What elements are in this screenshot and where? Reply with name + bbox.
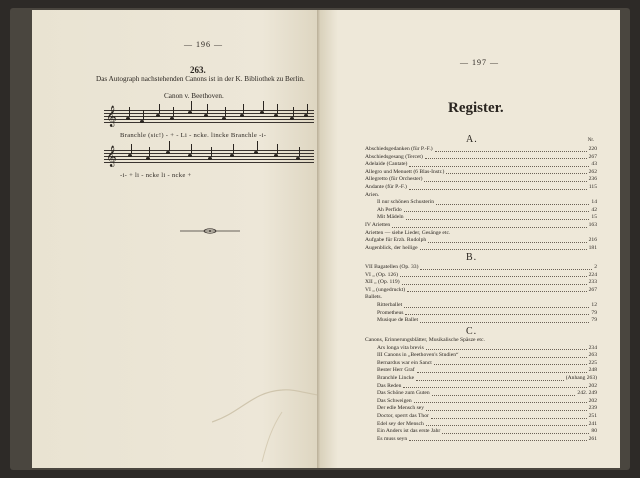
entry-number: 216 [588, 237, 597, 244]
entry-number: 234 [588, 344, 597, 351]
leader-dots [420, 264, 592, 270]
entry-number: 236 [588, 176, 597, 183]
register-entry [365, 214, 597, 222]
entry-title: Andante (für P.-F.) [365, 183, 407, 190]
register-entry [365, 294, 597, 302]
entry-number: 251 [588, 412, 597, 419]
register-entry [365, 245, 597, 253]
leader-dots [431, 413, 587, 419]
entry-title: Edel sey der Mensch [377, 420, 424, 427]
entry-title: Doctor, sperrt das Thor [377, 412, 429, 419]
leader-dots [426, 345, 587, 351]
register-entry [365, 345, 597, 353]
leader-dots [425, 154, 587, 160]
entry-title: Arien. [365, 191, 380, 198]
music-staff-1 [104, 106, 314, 130]
entry-title: Das Reden [377, 382, 402, 389]
entry-number: 263. [190, 65, 206, 75]
register-entry [365, 413, 597, 421]
entry-number: 225 [588, 359, 597, 366]
entry-title: Bernardus war ein Sanct [377, 359, 432, 366]
entry-number: 79 [591, 309, 597, 316]
section-letter-b: B. [466, 252, 478, 263]
leader-dots [432, 390, 576, 396]
left-page [32, 10, 320, 468]
nr-label: Nr. [587, 138, 594, 143]
entry-number: 239 [588, 405, 597, 412]
register-entry [365, 237, 597, 245]
leader-dots [404, 207, 590, 213]
entry-number: 43 [591, 161, 597, 168]
entry-title: XII „ (Op. 119) [365, 279, 400, 286]
entry-title: Allegretto (für Orchester) [365, 176, 423, 183]
entry-title: VII Bagatellen (Op. 33) [365, 264, 419, 270]
register-entry [365, 222, 597, 230]
register-list-c [365, 337, 597, 443]
register-entry [365, 207, 597, 215]
leader-dots [402, 279, 587, 285]
entry-number: 80 [591, 428, 597, 435]
leader-dots [452, 230, 595, 236]
register-entry [365, 169, 597, 177]
entry-number: 267 [588, 153, 597, 160]
entry-title: Augenblick, der heilige [365, 244, 418, 251]
entry-number: 261 [588, 435, 597, 442]
entry-title: VI „ (Op. 126) [365, 271, 398, 278]
register-entry [365, 405, 597, 413]
leader-dots [416, 375, 564, 381]
canon-title: Canon v. Beethoven. [164, 92, 224, 100]
page-number: — 197 — [460, 58, 499, 67]
entry-number: 242. 249 [577, 390, 597, 397]
register-entry [365, 428, 597, 436]
divider-ornament [180, 228, 240, 234]
right-page [320, 10, 620, 468]
entry-number: 202 [588, 382, 597, 389]
entry-title: Der edle Mensch sey [377, 405, 425, 412]
entry-number: 220 [588, 146, 597, 152]
leader-dots [487, 337, 595, 343]
leader-dots [414, 398, 587, 404]
entry-number: 241 [588, 420, 597, 427]
entry-number: 15 [591, 214, 597, 221]
section-letter-a: A. [466, 134, 478, 145]
leader-dots [403, 383, 586, 389]
entry-title: Abschiedsgesang (Tercet) [365, 153, 423, 160]
leader-dots [420, 245, 587, 251]
entry-title: Ballets. [365, 294, 382, 301]
treble-clef-icon: 𝄞 [106, 106, 117, 127]
leader-dots [407, 287, 587, 293]
leader-dots [404, 302, 589, 308]
entry-number: 233 [588, 279, 597, 286]
register-title: Register. [448, 100, 504, 116]
register-entry [365, 436, 597, 444]
leader-dots [409, 184, 587, 190]
leader-dots [384, 294, 595, 300]
leader-dots [409, 161, 589, 167]
leader-dots [446, 169, 586, 175]
entry-number: 2 [594, 264, 597, 270]
entry-title: Ein Anders ist das erste Jahr [377, 428, 441, 435]
lyrics-line-2: -i- + li - ncke li - ncke + [120, 172, 192, 179]
leader-dots [400, 272, 587, 278]
leader-dots [460, 352, 586, 358]
entry-number: 202 [588, 397, 597, 404]
register-entry [365, 184, 597, 192]
entry-title: Arietten — siehe Lieder, Gesänge etc. [365, 229, 451, 236]
register-entry [365, 383, 597, 391]
entry-number: 181 [588, 244, 597, 251]
leader-dots [424, 176, 586, 182]
entry-number: 248 [588, 367, 597, 374]
leader-dots [420, 317, 589, 323]
entry-title: IV Arietten [365, 221, 391, 228]
leader-dots [409, 436, 586, 442]
register-entry [365, 352, 597, 360]
register-entry [365, 287, 597, 295]
leader-dots [417, 367, 587, 373]
register-entry [365, 176, 597, 184]
register-entry [365, 337, 597, 345]
leader-dots [436, 199, 589, 205]
leader-dots [428, 237, 586, 243]
entry-title: Das Schweigen [377, 397, 412, 404]
register-list-b [365, 264, 597, 325]
entry-title: Canons, Erinnerungsblätter, Musikalische Späsze etc. [365, 337, 485, 343]
leader-dots [405, 310, 589, 316]
entry-title: Branchle Lincke [377, 374, 415, 381]
entry-number: 14 [591, 199, 597, 206]
register-entry [365, 146, 597, 154]
leader-dots [381, 192, 595, 198]
register-entry [365, 161, 597, 169]
register-entry [365, 264, 597, 272]
section-letter-c: C. [466, 326, 478, 337]
entry-title: Musique de Ballet [377, 317, 419, 324]
leader-dots [434, 360, 587, 366]
leader-dots [426, 421, 587, 427]
register-entry [365, 317, 597, 325]
register-entry [365, 375, 597, 383]
entry-title: Aufgabe für Erzh. Rudolph [365, 237, 427, 244]
register-entry [365, 421, 597, 429]
page-number: — 196 — [184, 40, 223, 49]
register-list-a [365, 146, 597, 252]
entry-title: Ah Perfido [377, 206, 402, 213]
entry-number: 263 [588, 352, 597, 359]
entry-title: Das Schöne zum Guten [377, 390, 430, 397]
entry-number: 163 [588, 221, 597, 228]
leader-dots [442, 428, 589, 434]
entry-title: Ritterballet [377, 301, 403, 308]
entry-number: 262 [588, 168, 597, 175]
entry-title: Ars longa vita brevis [377, 344, 424, 351]
entry-title: Adelaide (Cantate) [365, 161, 408, 168]
register-entry [365, 199, 597, 207]
entry-number: 42 [591, 206, 597, 213]
entry-number: (Anhang 263) [565, 374, 597, 381]
entry-title: Il nur schönen Schusterin [377, 199, 435, 206]
treble-clef-icon: 𝄞 [106, 146, 117, 167]
entry-title: III Canons in „Beethoven's Studien“ [377, 352, 459, 359]
register-entry [365, 390, 597, 398]
register-entry [365, 192, 597, 200]
entry-number: 267 [588, 286, 597, 293]
leader-dots [392, 222, 586, 228]
open-book [10, 8, 630, 470]
music-staff-2 [104, 146, 314, 170]
register-entry [365, 302, 597, 310]
leader-dots [426, 405, 587, 411]
entry-title: Mit Mädeln [377, 214, 404, 221]
leader-dots [435, 146, 587, 152]
entry-number: 79 [591, 317, 597, 324]
entry-number: 224 [588, 271, 597, 278]
intro-text: Das Autograph nachstehenden Canons ist in der K. Bibliothek zu Berlin. [96, 75, 305, 83]
register-entry [365, 272, 597, 280]
entry-title: Allegro und Menuett (6 Blas-Instr.) [365, 168, 445, 175]
entry-title: VI „ (ungedruckt) [365, 286, 406, 293]
register-entry [365, 310, 597, 318]
entry-number: 12 [591, 301, 597, 308]
register-entry [365, 367, 597, 375]
entry-title: Bester Herr Graf [377, 367, 415, 374]
register-entry [365, 230, 597, 238]
register-entry [365, 360, 597, 368]
register-entry [365, 398, 597, 406]
register-entry [365, 279, 597, 287]
entry-number: 115 [588, 183, 597, 190]
entry-title: Abschiedsgedanken (für P.-F.) [365, 146, 433, 152]
entry-title: Prometheus [377, 309, 404, 316]
lyrics-line-1: Branchle (sic!) - + - Li - ncke. lincke Branchle -i- [120, 132, 267, 139]
register-entry [365, 154, 597, 162]
entry-title: Es muss seyn [377, 435, 408, 442]
leader-dots [406, 214, 590, 220]
